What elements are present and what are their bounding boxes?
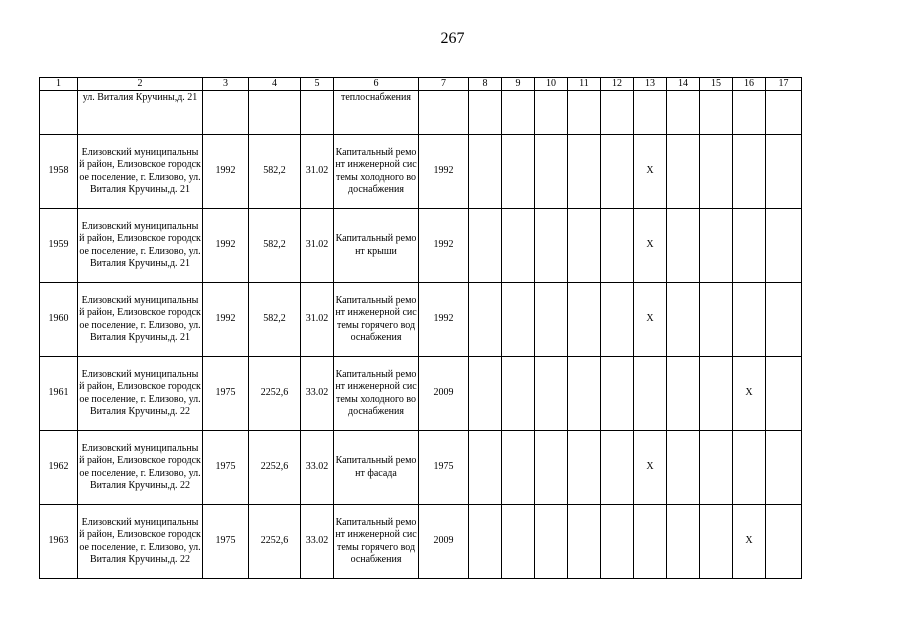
cell-empty <box>700 91 733 135</box>
year-cell: 1975 <box>419 431 469 505</box>
column-number: 10 <box>535 78 568 91</box>
work-type-cell: Капитальный ремонт фасада <box>334 431 419 505</box>
year-cell: 1992 <box>419 135 469 209</box>
cell-empty <box>766 135 802 209</box>
column-number: 17 <box>766 78 802 91</box>
column-number: 5 <box>301 78 334 91</box>
area-cell: 2252,6 <box>249 505 301 579</box>
work-type-cell: Капитальный ремонт крыши <box>334 209 419 283</box>
cell-empty <box>502 505 535 579</box>
cell-empty <box>469 135 502 209</box>
cell-empty <box>766 357 802 431</box>
register-table <box>39 77 802 579</box>
cell-empty <box>568 209 601 283</box>
code-cell: 33.02 <box>301 505 334 579</box>
table-row <box>40 357 802 431</box>
column-number: 4 <box>249 78 301 91</box>
cell-empty <box>667 91 700 135</box>
cell-empty <box>502 91 535 135</box>
cell-empty <box>568 505 601 579</box>
cell-empty <box>469 209 502 283</box>
code-cell: 31.02 <box>301 209 334 283</box>
work-type-cell: Капитальный ремонт инженерной системы горячего водоснабжения <box>334 505 419 579</box>
cell-empty <box>700 135 733 209</box>
cell-empty <box>700 431 733 505</box>
build-year-cell: 1975 <box>203 431 249 505</box>
address-cell: Елизовский муниципальный район, Елизовское городское поселение, г. Елизово, ул. Виталия Кручины,д. 22 <box>78 431 203 505</box>
column-number: 12 <box>601 78 634 91</box>
cell-empty <box>700 505 733 579</box>
column-number: 6 <box>334 78 419 91</box>
cell-empty <box>667 431 700 505</box>
row-number: 1961 <box>40 357 78 431</box>
cell-empty <box>601 505 634 579</box>
work-type-cell: Капитальный ремонт инженерной системы холодного водоснабжения <box>334 135 419 209</box>
address-cell: Елизовский муниципальный район, Елизовское городское поселение, г. Елизово, ул. Виталия Кручины,д. 21 <box>78 283 203 357</box>
cell-empty <box>733 91 766 135</box>
year-cell: 1992 <box>419 283 469 357</box>
column-number: 8 <box>469 78 502 91</box>
cell-empty <box>667 209 700 283</box>
cell-empty <box>502 357 535 431</box>
cell-empty <box>634 357 667 431</box>
cell-empty <box>766 505 802 579</box>
build-year-cell: 1992 <box>203 283 249 357</box>
cell-empty <box>601 431 634 505</box>
cell-empty <box>502 209 535 283</box>
cell-empty <box>535 357 568 431</box>
cell-empty <box>203 91 249 135</box>
cell-empty <box>419 91 469 135</box>
build-year-cell: 1975 <box>203 505 249 579</box>
cell-empty <box>40 91 78 135</box>
page-number: 267 <box>440 30 465 47</box>
address-cell: Елизовский муниципальный район, Елизовское городское поселение, г. Елизово, ул. Виталия Кручины,д. 21 <box>78 209 203 283</box>
column-number: 13 <box>634 78 667 91</box>
cell-empty <box>700 357 733 431</box>
column-number-header-row <box>40 78 802 91</box>
work-type-cell: Капитальный ремонт инженерной системы холодного водоснабжения <box>334 357 419 431</box>
cell-empty <box>733 135 766 209</box>
cell-empty <box>601 283 634 357</box>
code-cell: 33.02 <box>301 431 334 505</box>
table-row <box>40 135 802 209</box>
cell-empty <box>733 209 766 283</box>
column-number: 7 <box>419 78 469 91</box>
address-cell: Елизовский муниципальный район, Елизовское городское поселение, г. Елизово, ул. Виталия Кручины,д. 22 <box>78 357 203 431</box>
period-mark: X <box>634 283 667 357</box>
area-cell: 2252,6 <box>249 357 301 431</box>
table-row <box>40 209 802 283</box>
cell-empty <box>700 283 733 357</box>
year-cell: 1992 <box>419 209 469 283</box>
period-mark: X <box>733 505 766 579</box>
column-number: 9 <box>502 78 535 91</box>
cell-empty <box>601 135 634 209</box>
cell-empty <box>700 209 733 283</box>
year-cell: 2009 <box>419 357 469 431</box>
cell-empty <box>535 135 568 209</box>
cell-empty <box>601 91 634 135</box>
cell-empty <box>568 357 601 431</box>
column-number: 15 <box>700 78 733 91</box>
cell-empty <box>301 91 334 135</box>
cell-empty <box>634 505 667 579</box>
cell-empty <box>469 505 502 579</box>
cell-empty <box>502 431 535 505</box>
cell-empty <box>733 283 766 357</box>
column-number: 11 <box>568 78 601 91</box>
cell-empty <box>535 209 568 283</box>
address-cell: Елизовский муниципальный район, Елизовское городское поселение, г. Елизово, ул. Виталия Кручины,д. 21 <box>78 135 203 209</box>
cell-empty <box>568 91 601 135</box>
period-mark: X <box>733 357 766 431</box>
area-cell: 582,2 <box>249 209 301 283</box>
period-mark: X <box>634 135 667 209</box>
cell-empty <box>733 431 766 505</box>
table-row <box>40 431 802 505</box>
area-cell: 582,2 <box>249 283 301 357</box>
code-cell: 31.02 <box>301 283 334 357</box>
cell-empty <box>568 283 601 357</box>
area-cell: 582,2 <box>249 135 301 209</box>
cell-empty <box>766 431 802 505</box>
cell-empty <box>469 91 502 135</box>
cell-empty <box>634 91 667 135</box>
cell-empty <box>535 91 568 135</box>
build-year-cell: 1975 <box>203 357 249 431</box>
cell-empty <box>766 91 802 135</box>
cell-empty <box>667 135 700 209</box>
cell-empty <box>502 135 535 209</box>
column-number: 1 <box>40 78 78 91</box>
table-row <box>40 505 802 579</box>
cell-empty <box>469 283 502 357</box>
cell-empty <box>601 209 634 283</box>
cell-empty <box>667 357 700 431</box>
cell-empty <box>502 283 535 357</box>
area-cell: 2252,6 <box>249 431 301 505</box>
cell-empty <box>568 431 601 505</box>
build-year-cell: 1992 <box>203 135 249 209</box>
column-number: 14 <box>667 78 700 91</box>
period-mark: X <box>634 209 667 283</box>
cell-empty <box>469 357 502 431</box>
work-type-cell: Капитальный ремонт инженерной системы горячего водоснабжения <box>334 283 419 357</box>
cell-empty <box>249 91 301 135</box>
year-cell: 2009 <box>419 505 469 579</box>
table-row <box>40 283 802 357</box>
column-number: 3 <box>203 78 249 91</box>
cell-empty <box>667 505 700 579</box>
row-number: 1959 <box>40 209 78 283</box>
cell-empty <box>535 431 568 505</box>
row-number: 1962 <box>40 431 78 505</box>
code-cell: 33.02 <box>301 357 334 431</box>
cell-empty <box>535 505 568 579</box>
cell-empty <box>766 209 802 283</box>
period-mark: X <box>634 431 667 505</box>
column-number: 2 <box>78 78 203 91</box>
row-number: 1963 <box>40 505 78 579</box>
cell-empty <box>601 357 634 431</box>
row-number: 1960 <box>40 283 78 357</box>
continuation-work: теплоснабжения <box>334 91 419 135</box>
build-year-cell: 1992 <box>203 209 249 283</box>
cell-empty <box>568 135 601 209</box>
cell-empty <box>535 283 568 357</box>
cell-empty <box>766 283 802 357</box>
cell-empty <box>469 431 502 505</box>
row-number: 1958 <box>40 135 78 209</box>
address-cell: Елизовский муниципальный район, Елизовское городское поселение, г. Елизово, ул. Виталия Кручины,д. 22 <box>78 505 203 579</box>
continuation-address: ул. Виталия Кручины,д. 21 <box>78 91 203 135</box>
code-cell: 31.02 <box>301 135 334 209</box>
cell-empty <box>667 283 700 357</box>
continuation-row <box>40 91 802 135</box>
column-number: 16 <box>733 78 766 91</box>
